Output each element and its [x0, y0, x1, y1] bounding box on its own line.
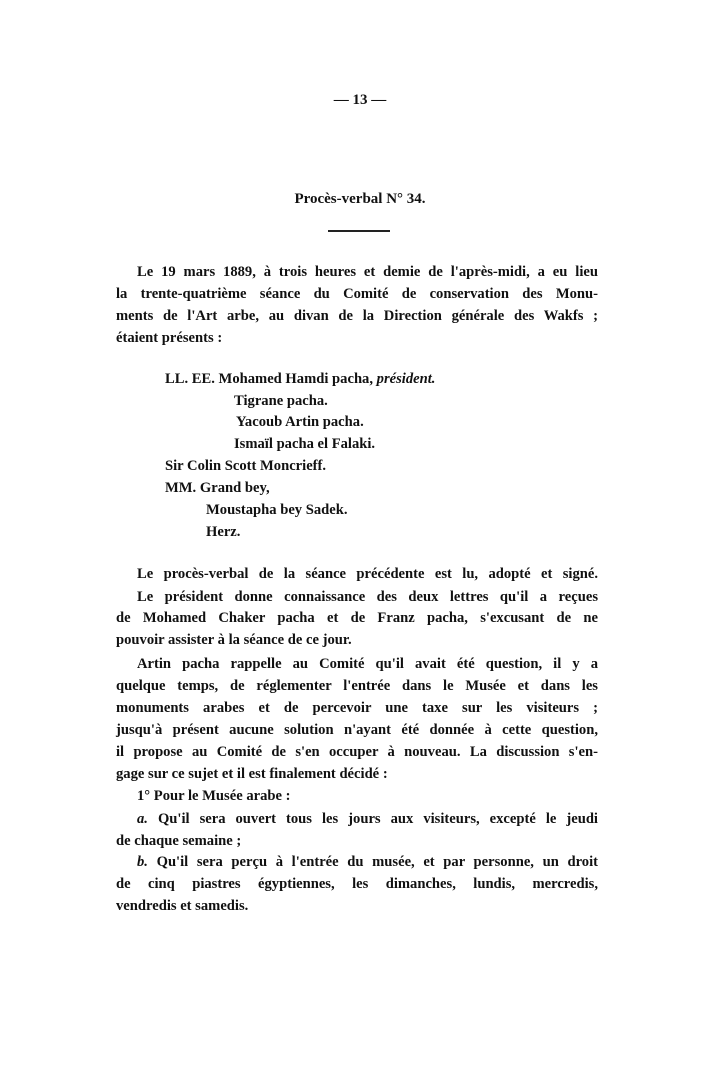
- body-line: quelque temps, de réglementer l'entrée dans le Musée et dans les: [116, 678, 598, 694]
- body-line: vendredis et samedis.: [116, 898, 249, 914]
- body-line: [137, 809, 598, 829]
- attendee-role: président.: [376, 371, 436, 387]
- item-marker-b: b.: [137, 854, 148, 870]
- intro-line: la trente-quatrième séance du Comité de conservation des Monu-: [116, 286, 598, 302]
- attendee-name: Moustapha bey Sadek.: [206, 502, 348, 518]
- title-rule: [328, 230, 390, 232]
- body-line: 1° Pour le Musée arabe :: [137, 788, 291, 804]
- attendee-name: Herz.: [206, 524, 241, 540]
- body-text: Qu'il sera ouvert tous les jours aux visiteurs, excepté le jeudi: [157, 811, 598, 827]
- body-line: il propose au Comité de s'en occuper à nouveau. La discussion s'en-: [116, 744, 598, 760]
- attendee-name: Grand bey,: [199, 480, 270, 496]
- attendee-name: Tigrane pacha.: [234, 393, 328, 409]
- attendee-line: [165, 478, 270, 498]
- body-line: jusqu'à présent aucune solution n'ayant été donnée à cette question,: [116, 722, 598, 738]
- attendee-prefix: LL. EE.: [165, 371, 215, 387]
- attendee-name: Sir Colin Scott Moncrieff.: [165, 458, 327, 474]
- item-marker-a: a.: [137, 811, 148, 827]
- body-line: gage sur ce sujet et il est finalement décidé :: [116, 766, 388, 782]
- page-title: Procès-verbal N° 34.: [294, 191, 426, 207]
- body-text: Qu'il sera perçu à l'entrée du musée, et par personne, un droit: [156, 854, 598, 870]
- intro-line: ments de l'Art arbe, au divan de la Direction générale des Wakfs ;: [116, 308, 598, 324]
- attendee-name: Mohamed Hamdi pacha,: [218, 371, 374, 387]
- body-line: pouvoir assister à la séance de ce jour.: [116, 632, 352, 648]
- intro-line: Le 19 mars 1889, à trois heures et demie de l'après-midi, a eu lieu: [137, 264, 598, 280]
- body-line: monuments arabes et de percevoir une taxe sur les visiteurs ;: [116, 700, 598, 716]
- attendee-name: Ismaïl pacha el Falaki.: [234, 436, 376, 452]
- attendee-line: [165, 369, 435, 389]
- attendee-prefix: MM.: [165, 480, 197, 496]
- intro-line: étaient présents :: [116, 330, 223, 346]
- body-line: de Mohamed Chaker pacha et de Franz pacha, s'excusant de ne: [116, 610, 598, 626]
- body-line: Le procès-verbal de la séance précédente est lu, adopté et signé.: [137, 566, 598, 582]
- body-line: de chaque semaine ;: [116, 833, 242, 849]
- body-line: de cinq piastres égyptiennes, les dimanches, lundis, mercredis,: [116, 876, 598, 892]
- attendee-name: Yacoub Artin pacha.: [236, 414, 364, 430]
- body-line: Le président donne connaissance des deux lettres qu'il a reçues: [137, 589, 598, 605]
- body-line: Artin pacha rappelle au Comité qu'il avait été question, il y a: [137, 656, 598, 672]
- page-number: — 13 —: [333, 92, 387, 108]
- body-line: [137, 852, 598, 872]
